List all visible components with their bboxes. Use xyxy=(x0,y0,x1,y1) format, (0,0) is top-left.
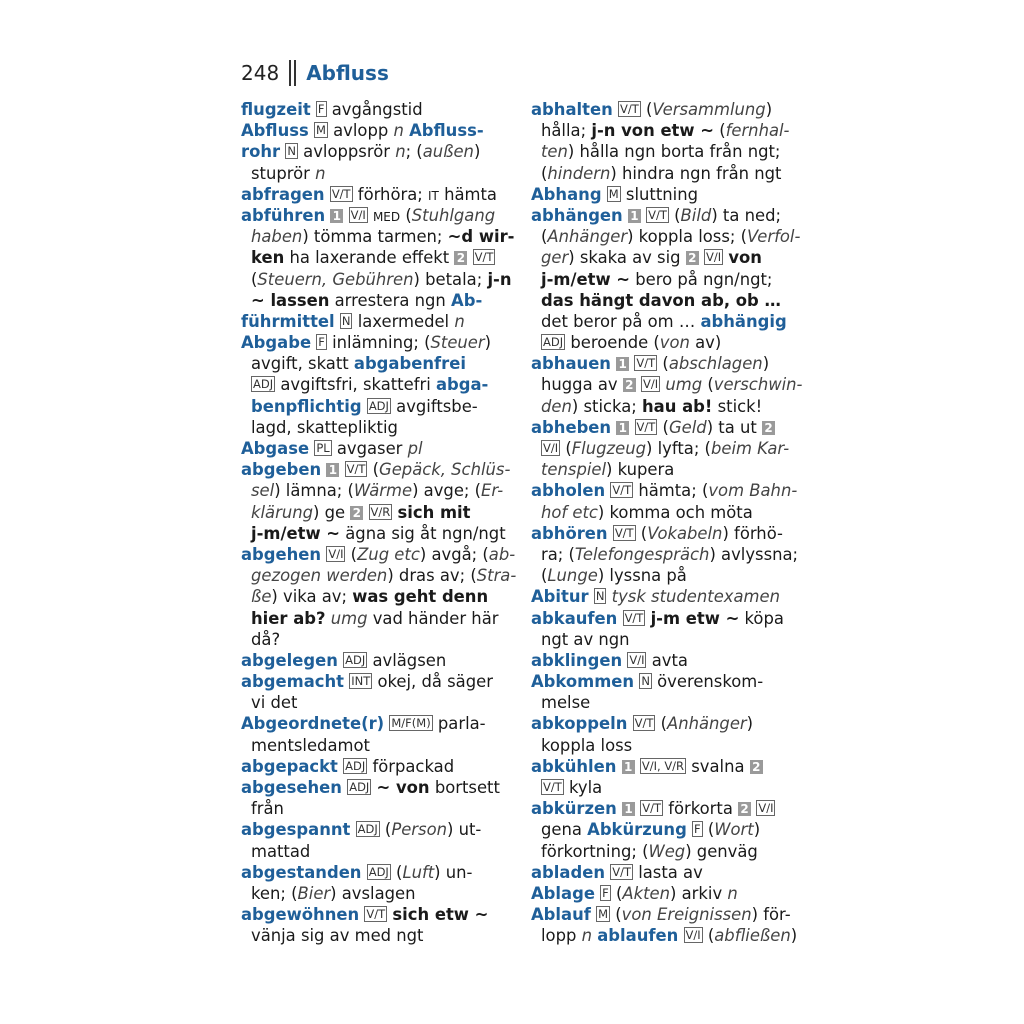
sense-number: 1 xyxy=(616,421,629,435)
headword: abkoppeln xyxy=(531,714,628,734)
headword: Abitur xyxy=(531,587,589,607)
domain-label: IT xyxy=(427,188,439,203)
italic-text: Bier xyxy=(297,883,331,903)
headword: Abkürzung xyxy=(587,820,687,840)
entry-line: sel) lämna; (Wärme) avge; (Er- xyxy=(251,481,504,501)
grammar-tag: V/T xyxy=(642,801,661,816)
grammar-tag: V/T xyxy=(648,207,667,222)
italic-text: umg xyxy=(330,608,368,628)
sense-number: 2 xyxy=(750,760,763,774)
italic-text: abfließen xyxy=(714,926,791,946)
headword: Ab- xyxy=(451,290,483,310)
headword: führmittel xyxy=(241,311,335,331)
italic-text: hindern xyxy=(547,163,611,183)
bold-phrase: ~ von xyxy=(376,778,430,797)
entry-line: ADJ beroende (von av) xyxy=(543,333,722,353)
bold-phrase: sich etw ~ xyxy=(392,905,489,925)
grammar-tag: INT xyxy=(351,674,371,689)
grammar-tag: PL xyxy=(316,441,330,455)
grammar-tag: N xyxy=(341,313,351,328)
entry-line: förkortning; (Weg) genväg xyxy=(541,841,758,861)
entry-line: från xyxy=(251,799,284,819)
entry-line: abhören V/T (Vokabeln) förhö- xyxy=(531,523,783,543)
entry-line: abholen V/T hämta; (vom Bahn- xyxy=(531,481,798,501)
entry-line: ngt av ngn xyxy=(541,629,630,649)
grammar-tag: ADJ xyxy=(345,652,366,667)
italic-text: Flugzeug xyxy=(571,439,647,458)
headword: Abhang xyxy=(531,184,602,204)
italic-text: Geld xyxy=(668,417,707,437)
entry-line: gezogen werden) dras av; (Stra- xyxy=(251,566,517,586)
grammar-tag: V/I, V/R xyxy=(641,758,685,773)
entry-line: abgestanden ADJ (Luft) un- xyxy=(241,862,473,882)
grammar-tag: ADJ xyxy=(368,864,389,879)
bold-phrase: von xyxy=(728,248,762,268)
entry-line: j-m/etw ~ bero på ngn/ngt; xyxy=(541,269,773,289)
entry-line: j-m/etw ~ ägna sig åt ngn/ngt xyxy=(251,523,506,543)
italic-text: hof etc xyxy=(541,502,598,522)
page-header xyxy=(241,58,389,88)
grammar-tag: V/I xyxy=(685,928,701,943)
header-separator xyxy=(289,60,296,86)
italic-text: von Ereignissen xyxy=(621,905,752,925)
italic-text: Er- xyxy=(481,481,504,501)
italic-text: Telefongespräch xyxy=(574,544,710,564)
grammar-tag: V/T xyxy=(636,356,656,371)
bold-phrase: j-m etw ~ xyxy=(650,608,740,628)
entry-line: klärung) ge 2 V/R sich mit xyxy=(251,502,471,522)
italic-text: pl xyxy=(407,439,423,458)
italic-text: abschlagen xyxy=(668,354,763,374)
sense-number: 1 xyxy=(622,802,635,816)
grammar-tag: F xyxy=(317,102,325,116)
grammar-tag: M/F(M) xyxy=(391,716,431,731)
italic-text: beim Kar- xyxy=(710,439,790,458)
grammar-tag: V/I xyxy=(705,250,722,265)
italic-text: Anhänger xyxy=(667,714,747,734)
entry-line: lopp n ablaufen V/I (abfließen) xyxy=(541,926,798,946)
grammar-tag: V/T xyxy=(614,525,634,540)
italic-text: Wärme xyxy=(353,481,413,501)
italic-text: Person xyxy=(391,820,447,840)
entry-line xyxy=(241,904,509,925)
entry-line: det beror på om … abhängig xyxy=(541,311,787,331)
entry-line: Ablage F (Akten) arkiv n xyxy=(531,883,738,903)
italic-text: Steuer xyxy=(430,333,485,353)
entry-line: haben) tömma tarmen; ~d wir- xyxy=(251,227,515,247)
headword: abgabenfrei xyxy=(353,354,466,374)
italic-text: Gepäck, Schlüs- xyxy=(379,460,511,480)
entry-line: den) sticka; hau ab! stick! xyxy=(541,396,763,416)
grammar-tag: N xyxy=(595,589,605,604)
entry-line: V/T kyla xyxy=(543,778,603,797)
entry-line: hugga av 2 V/I umg (verschwin- xyxy=(541,375,803,395)
bold-phrase: j-m/etw ~ xyxy=(541,269,631,289)
grammar-tag: V/T xyxy=(612,483,632,498)
headword: abkürzen xyxy=(531,799,617,819)
italic-text: tysk studentexamen xyxy=(611,587,780,607)
sense-number: 2 xyxy=(623,378,636,392)
headword: abgeben xyxy=(241,460,322,480)
italic-text: Anhänger xyxy=(547,227,628,247)
headword: abklingen xyxy=(531,650,623,670)
italic-text: Steuern, Gebühren xyxy=(257,269,414,289)
italic-text: verschwin- xyxy=(713,375,803,395)
sense-number: 2 xyxy=(686,251,699,265)
entry-line xyxy=(531,290,799,311)
bold-phrase: hier ab? xyxy=(251,608,326,628)
italic-text: Verfol- xyxy=(747,227,801,247)
dictionary-column-left xyxy=(241,99,517,947)
grammar-tag: V/I xyxy=(629,652,645,667)
bold-phrase: j-m/etw ~ xyxy=(251,523,341,543)
running-head: Abfluss xyxy=(306,61,389,85)
bold-phrase: das hängt davon ab, ob … xyxy=(541,290,781,310)
sense-number: 2 xyxy=(762,421,775,435)
italic-text: umg xyxy=(665,375,703,395)
headword: Abkommen xyxy=(531,672,635,692)
headword: Abfluss- xyxy=(409,121,484,141)
italic-text: Vokabeln xyxy=(647,523,723,543)
dictionary-column-right xyxy=(531,99,803,947)
italic-text: tenspiel xyxy=(541,460,607,480)
entry-line: abladen V/T lasta av xyxy=(531,862,703,882)
headword: abkaufen xyxy=(531,608,618,628)
italic-text: vom Bahn- xyxy=(708,481,798,501)
entry-line: (Steuern, Gebühren) betala; j-n xyxy=(251,269,512,289)
headword: Ablauf xyxy=(531,905,591,925)
sense-number: 2 xyxy=(350,506,363,520)
grammar-tag: ADJ xyxy=(543,335,564,350)
grammar-tag: M xyxy=(608,186,619,201)
headword: flugzeit xyxy=(241,100,311,119)
entry-line: abhauen 1 V/T (abschlagen) xyxy=(531,354,770,374)
entry-line: Abgeordnete(r) M/F(M) parla- xyxy=(241,714,486,734)
grammar-tag: F xyxy=(602,885,609,900)
bold-phrase: j-n xyxy=(487,269,512,289)
headword: abgepackt xyxy=(241,756,338,776)
italic-text: Bild xyxy=(680,205,712,225)
entry-line: abführen 1 V/I MED (Stuhlgang xyxy=(241,205,496,225)
entry-line: (Lunge) lyssna på xyxy=(541,566,687,586)
grammar-tag: V/I xyxy=(643,377,659,392)
grammar-tag: M xyxy=(598,907,609,922)
entry-line: flugzeit F avgångstid xyxy=(241,100,423,119)
entry-line: abkürzen 1 V/T förkorta 2 V/I xyxy=(531,799,774,819)
headword: abgemacht xyxy=(241,672,345,692)
grammar-tag: V/T xyxy=(636,419,656,434)
entry-line: ADJ avgiftsfri, skattefri abga- xyxy=(253,375,489,395)
entry-line: ken; (Bier) avslagen xyxy=(251,883,416,903)
headword: abhängen xyxy=(531,205,623,225)
headword: rohr xyxy=(241,142,281,162)
entry-line: Ablauf M (von Ereignissen) för- xyxy=(531,905,791,925)
headword: Abfluss xyxy=(241,121,309,141)
headword: abhalten xyxy=(531,100,613,119)
italic-text: fernhal- xyxy=(725,121,790,141)
entry-line: V/I (Flugzeug) lyfta; (beim Kar- xyxy=(543,439,790,458)
grammar-tag: V/T xyxy=(624,610,644,625)
bold-phrase: sich mit xyxy=(397,502,471,522)
grammar-tag: V/T xyxy=(346,462,366,477)
entry-line: ~ lassen arrestera ngn Ab- xyxy=(251,290,483,310)
entry-line: abhängen 1 V/T (Bild) ta ned; xyxy=(531,205,781,225)
entry-line: ger) skaka av sig 2 V/I von xyxy=(541,248,762,268)
italic-text: n xyxy=(393,121,404,141)
entry-line: tenspiel) kupera xyxy=(541,460,675,480)
italic-text: Zug etc xyxy=(357,544,420,564)
grammar-tag: F xyxy=(318,335,325,350)
italic-text: Weg xyxy=(648,841,686,861)
italic-text: außen xyxy=(422,142,474,162)
headword: abgelegen xyxy=(241,650,338,670)
headword: abhören xyxy=(531,523,608,543)
entry-line: benpflichtig ADJ avgiftsbe- xyxy=(251,396,478,416)
entry-line: ra; (Telefongespräch) avlyssna; xyxy=(541,544,799,564)
entry-line: Abkommen N överenskom- xyxy=(531,672,764,692)
italic-text: Wort xyxy=(714,820,754,840)
bold-phrase: hau ab! xyxy=(642,396,713,416)
italic-text: n xyxy=(315,163,326,183)
bold-phrase: ~d wir- xyxy=(447,227,515,247)
headword: abhauen xyxy=(531,354,611,374)
entry-line: lagd, skattepliktig xyxy=(251,417,398,437)
italic-text: Versammlung xyxy=(652,100,766,119)
entry-line: abgespannt ADJ (Person) ut- xyxy=(241,820,482,840)
entry-line: ken ha laxerande effekt 2 V/T xyxy=(251,248,494,268)
headword: abholen xyxy=(531,481,606,501)
grammar-tag: ADJ xyxy=(345,758,366,773)
headword: abgesehen xyxy=(241,778,342,797)
entry-line: rohr N avloppsrör n; (außen) xyxy=(241,142,481,162)
grammar-tag: ADJ xyxy=(357,822,378,837)
grammar-tag: V/I xyxy=(350,207,366,222)
entry-line: gena Abkürzung F (Wort) xyxy=(541,820,761,840)
italic-text: von xyxy=(659,333,690,353)
italic-text: Stuhlgang xyxy=(411,205,496,225)
grammar-tag: F xyxy=(694,822,701,837)
page-number: 248 xyxy=(241,61,280,85)
entry-line: abheben 1 V/T (Geld) ta ut 2 xyxy=(531,417,799,438)
entry-line: (hindern) hindra ngn från ngt xyxy=(541,163,782,183)
entry-line: koppla loss xyxy=(541,735,633,755)
entry-line: Abgase PL avgaser pl xyxy=(241,439,423,458)
entry-line: abgesehen ADJ ~ von bortsett xyxy=(241,778,500,797)
italic-text: ten xyxy=(541,142,568,162)
grammar-tag: V/T xyxy=(634,716,654,731)
italic-text: den xyxy=(541,396,572,416)
entry-line: Abhang M sluttning xyxy=(531,184,698,204)
headword: Abgase xyxy=(241,439,310,458)
entry-line: mentsledamot xyxy=(251,735,370,755)
headword: abheben xyxy=(531,417,612,437)
italic-text: n xyxy=(395,142,406,162)
grammar-tag: ADJ xyxy=(368,398,389,413)
headword: abgestanden xyxy=(241,862,362,882)
entry-line: abgehen V/I (Zug etc) avgå; (ab- xyxy=(241,544,516,564)
entry-line: vänja sig av med ngt xyxy=(251,926,424,946)
entry-line: Abfluss M avlopp n Abfluss- xyxy=(241,121,484,141)
entry-line: ten) hålla ngn borta från ngt; xyxy=(541,142,781,162)
headword: Ablage xyxy=(531,883,595,903)
grammar-tag: V/T xyxy=(474,250,494,265)
entry-line: hålla; j-n von etw ~ (fernhal- xyxy=(541,121,790,141)
italic-text: Stra- xyxy=(476,566,517,586)
entry-line: melse xyxy=(541,693,591,713)
grammar-tag: V/T xyxy=(612,864,631,879)
bold-phrase: was geht denn xyxy=(352,587,489,607)
italic-text: Akten xyxy=(622,883,671,903)
entry-line: führmittel N laxermedel n xyxy=(241,311,465,331)
grammar-tag: V/R xyxy=(370,504,391,519)
entry-line: mattad xyxy=(251,841,311,861)
italic-text: klärung xyxy=(251,502,314,522)
italic-text: sel xyxy=(251,481,275,501)
entry-line: abgelegen ADJ avlägsen xyxy=(241,650,447,670)
grammar-tag: V/I xyxy=(758,801,774,816)
headword: ablaufen xyxy=(597,926,679,946)
grammar-tag: N xyxy=(641,674,650,689)
entry-line: abgepackt ADJ förpackad xyxy=(241,756,455,776)
italic-text: gezogen werden xyxy=(251,566,388,586)
bold-phrase: j-n von etw ~ xyxy=(591,121,714,141)
italic-text: ße xyxy=(251,587,272,607)
entry-line: ße) vika av; was geht denn xyxy=(251,587,489,607)
grammar-tag: V/I xyxy=(543,441,559,455)
sense-number: 1 xyxy=(622,760,635,774)
entry-line: abgeben 1 V/T (Gepäck, Schlüs- xyxy=(241,460,511,480)
entry-line: hier ab? umg vad händer här xyxy=(251,608,499,628)
headword: benpflichtig xyxy=(251,396,362,416)
headword: abhängig xyxy=(700,311,787,331)
grammar-tag: V/I xyxy=(328,546,344,561)
italic-text: haben xyxy=(251,227,303,247)
grammar-tag: ADJ xyxy=(253,377,274,392)
italic-text: Luft xyxy=(402,862,435,882)
italic-text: Lunge xyxy=(547,566,598,586)
headword: abgehen xyxy=(241,544,322,564)
headword: abfragen xyxy=(241,184,325,204)
grammar-tag: ADJ xyxy=(349,780,370,794)
sense-number: 1 xyxy=(616,357,629,371)
entry-line: vi det xyxy=(251,693,298,713)
sense-number: 1 xyxy=(628,209,641,223)
grammar-tag: V/T xyxy=(619,102,639,116)
headword: Abgeordnete(r) xyxy=(241,714,385,734)
headword: abladen xyxy=(531,862,605,882)
sense-number: 1 xyxy=(326,463,339,477)
entry-line: stuprör n xyxy=(251,163,326,183)
italic-text: ab- xyxy=(488,544,516,564)
headword: Abgabe xyxy=(241,333,312,353)
sense-number: 2 xyxy=(738,802,751,816)
entry-line: abkoppeln V/T (Anhänger) xyxy=(531,714,754,734)
domain-label: MED xyxy=(372,209,401,224)
entry-line: abklingen V/I avta xyxy=(531,650,688,670)
entry-line: då? xyxy=(251,629,281,649)
headword: abgewöhnen xyxy=(241,905,360,925)
sense-number: 1 xyxy=(330,209,343,223)
headword: abführen xyxy=(241,205,326,225)
entry-line: abgemacht INT okej, då säger xyxy=(241,672,493,692)
entry-line: abkühlen 1 V/I, V/R svalna 2 xyxy=(531,756,799,777)
entry-line: avgift, skatt abgabenfrei xyxy=(251,354,466,374)
italic-text: n xyxy=(581,926,592,946)
italic-text: n xyxy=(727,883,738,903)
entry-line: Abgabe F inlämning; (Steuer) xyxy=(241,333,492,353)
entry-line: hof etc) komma och möta xyxy=(541,502,753,522)
italic-text: n xyxy=(454,311,465,331)
headword: abga- xyxy=(435,375,489,395)
entry-line: abfragen V/T förhöra; IT hämta xyxy=(241,184,497,204)
grammar-tag: V/T xyxy=(366,907,386,922)
grammar-tag: V/T xyxy=(543,780,562,794)
italic-text: ger xyxy=(541,248,569,268)
bold-phrase: ken xyxy=(251,248,285,268)
sense-number: 2 xyxy=(454,251,467,265)
grammar-tag: M xyxy=(315,123,326,138)
entry-line: abkaufen V/T j-m etw ~ köpa xyxy=(531,608,784,628)
entry-line: abhalten V/T (Versammlung) xyxy=(531,100,773,119)
grammar-tag: N xyxy=(287,144,296,159)
bold-phrase: ~ lassen xyxy=(251,290,330,310)
entry-line xyxy=(531,586,799,607)
entry-line: (Anhänger) koppla loss; (Verfol- xyxy=(541,227,801,247)
headword: abkühlen xyxy=(531,756,617,776)
grammar-tag: V/T xyxy=(331,186,351,201)
headword: abgespannt xyxy=(241,820,351,840)
